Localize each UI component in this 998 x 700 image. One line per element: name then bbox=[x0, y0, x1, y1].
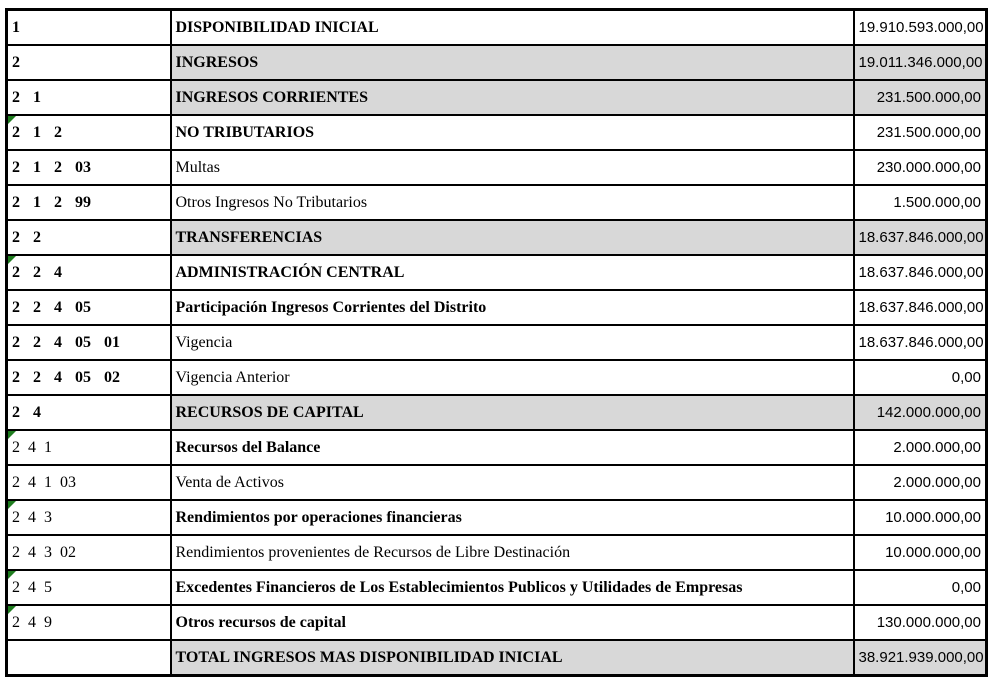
code-cell[interactable] bbox=[7, 465, 171, 500]
row-amount: 2.000.000,00 bbox=[893, 474, 981, 491]
description-cell[interactable] bbox=[171, 150, 854, 185]
description-cell[interactable] bbox=[171, 115, 854, 150]
table-row bbox=[7, 290, 987, 325]
amount-cell[interactable] bbox=[854, 10, 987, 46]
table-row bbox=[7, 500, 987, 535]
row-code: 2 4 1 bbox=[12, 438, 52, 456]
row-description: Participación Ingresos Corrientes del Distrito bbox=[175, 298, 487, 316]
table-row bbox=[7, 360, 987, 395]
code-cell[interactable] bbox=[7, 290, 171, 325]
row-amount: 230.000.000,00 bbox=[876, 159, 981, 176]
row-description: INGRESOS CORRIENTES bbox=[175, 88, 368, 106]
table-row bbox=[7, 10, 987, 46]
description-cell[interactable] bbox=[171, 535, 854, 570]
description-cell[interactable] bbox=[171, 605, 854, 640]
row-description: Excedentes Financieros de Los Establecimientos Publicos y Utilidades de Empresas bbox=[175, 578, 743, 596]
row-amount: 19.910.593.000,00 bbox=[858, 19, 984, 36]
amount-cell[interactable] bbox=[854, 605, 987, 640]
row-code: 2 1 2 03 bbox=[12, 158, 91, 176]
code-cell[interactable] bbox=[7, 80, 171, 115]
row-description: Rendimientos provenientes de Recursos de Libre Destinación bbox=[175, 543, 571, 561]
code-cell[interactable] bbox=[7, 10, 171, 46]
row-description: Otros Ingresos No Tributarios bbox=[175, 193, 368, 211]
table-row bbox=[7, 640, 987, 676]
row-amount: 0,00 bbox=[951, 579, 981, 596]
amount-cell[interactable] bbox=[854, 500, 987, 535]
row-amount: 18.637.846.000,00 bbox=[858, 299, 984, 316]
row-description: TOTAL INGRESOS MAS DISPONIBILIDAD INICIAL bbox=[175, 648, 563, 666]
code-cell[interactable] bbox=[7, 220, 171, 255]
table-row bbox=[7, 115, 987, 150]
row-amount: 130.000.000,00 bbox=[876, 614, 981, 631]
row-code: 2 1 bbox=[12, 88, 41, 106]
budget-table-body bbox=[7, 10, 987, 676]
code-cell[interactable] bbox=[7, 325, 171, 360]
amount-cell[interactable] bbox=[854, 430, 987, 465]
row-amount: 18.637.846.000,00 bbox=[858, 229, 984, 246]
row-amount: 142.000.000,00 bbox=[876, 404, 981, 421]
description-cell[interactable] bbox=[171, 570, 854, 605]
table-row bbox=[7, 605, 987, 640]
row-description: NO TRIBUTARIOS bbox=[175, 123, 315, 141]
row-description: TRANSFERENCIAS bbox=[175, 228, 323, 246]
amount-cell[interactable] bbox=[854, 150, 987, 185]
cell-error-indicator-icon bbox=[8, 606, 16, 614]
cell-error-indicator-icon bbox=[8, 501, 16, 509]
code-cell[interactable] bbox=[7, 640, 171, 676]
row-amount: 19.011.346.000,00 bbox=[858, 54, 983, 71]
row-amount: 38.921.939.000,00 bbox=[858, 649, 984, 666]
table-row bbox=[7, 185, 987, 220]
row-description: Otros recursos de capital bbox=[175, 613, 346, 631]
code-cell[interactable] bbox=[7, 605, 171, 640]
description-cell[interactable] bbox=[171, 80, 854, 115]
code-cell[interactable] bbox=[7, 45, 171, 80]
description-cell[interactable] bbox=[171, 255, 854, 290]
cell-error-indicator-icon bbox=[8, 116, 16, 124]
description-cell[interactable] bbox=[171, 395, 854, 430]
budget-table bbox=[5, 8, 988, 677]
amount-cell[interactable] bbox=[854, 360, 987, 395]
amount-cell[interactable] bbox=[854, 395, 987, 430]
amount-cell[interactable] bbox=[854, 570, 987, 605]
row-code: 2 1 2 bbox=[12, 123, 62, 141]
row-code: 2 bbox=[12, 53, 20, 71]
description-cell[interactable] bbox=[171, 360, 854, 395]
row-description: Recursos del Balance bbox=[175, 438, 321, 456]
amount-cell[interactable] bbox=[854, 220, 987, 255]
table-row bbox=[7, 395, 987, 430]
description-cell[interactable] bbox=[171, 290, 854, 325]
row-description: Multas bbox=[175, 158, 220, 176]
code-cell[interactable] bbox=[7, 360, 171, 395]
description-cell[interactable] bbox=[171, 640, 854, 676]
table-row bbox=[7, 45, 987, 80]
row-code: 2 2 4 bbox=[12, 263, 62, 281]
table-row bbox=[7, 150, 987, 185]
row-code: 2 4 5 bbox=[12, 578, 52, 596]
amount-cell[interactable] bbox=[854, 255, 987, 290]
code-cell[interactable] bbox=[7, 395, 171, 430]
row-code: 2 2 4 05 02 bbox=[12, 368, 120, 386]
row-amount: 1.500.000,00 bbox=[893, 194, 981, 211]
description-cell[interactable] bbox=[171, 325, 854, 360]
amount-cell[interactable] bbox=[854, 45, 987, 80]
row-amount: 10.000.000,00 bbox=[885, 509, 981, 526]
amount-cell[interactable] bbox=[854, 325, 987, 360]
description-cell[interactable] bbox=[171, 45, 854, 80]
row-code: 2 4 9 bbox=[12, 613, 52, 631]
table-row bbox=[7, 570, 987, 605]
description-cell[interactable] bbox=[171, 465, 854, 500]
cell-error-indicator-icon bbox=[8, 256, 16, 264]
amount-cell[interactable] bbox=[854, 640, 987, 676]
description-cell[interactable] bbox=[171, 220, 854, 255]
row-amount: 231.500.000,00 bbox=[876, 124, 981, 141]
code-cell[interactable] bbox=[7, 150, 171, 185]
row-code: 2 1 2 99 bbox=[12, 193, 91, 211]
code-cell[interactable] bbox=[7, 185, 171, 220]
amount-cell[interactable] bbox=[854, 535, 987, 570]
row-code: 2 2 4 05 01 bbox=[12, 333, 120, 351]
cell-error-indicator-icon bbox=[8, 431, 16, 439]
row-description: Vigencia Anterior bbox=[175, 368, 290, 386]
code-cell[interactable] bbox=[7, 255, 171, 290]
table-row bbox=[7, 220, 987, 255]
code-cell[interactable] bbox=[7, 500, 171, 535]
code-cell[interactable] bbox=[7, 115, 171, 150]
row-amount: 231.500.000,00 bbox=[876, 89, 981, 106]
row-description: Venta de Activos bbox=[175, 473, 284, 491]
code-cell[interactable] bbox=[7, 535, 171, 570]
amount-cell[interactable] bbox=[854, 465, 987, 500]
amount-cell[interactable] bbox=[854, 185, 987, 220]
row-description: RECURSOS DE CAPITAL bbox=[175, 403, 364, 421]
description-cell[interactable] bbox=[171, 500, 854, 535]
row-amount: 18.637.846.000,00 bbox=[858, 334, 984, 351]
description-cell[interactable] bbox=[171, 185, 854, 220]
description-cell[interactable] bbox=[171, 10, 854, 46]
table-row bbox=[7, 80, 987, 115]
table-row bbox=[7, 535, 987, 570]
row-description: DISPONIBILIDAD INICIAL bbox=[175, 18, 379, 36]
row-code: 2 4 3 02 bbox=[12, 543, 76, 561]
amount-cell[interactable] bbox=[854, 290, 987, 325]
row-code: 2 4 3 bbox=[12, 508, 52, 526]
table-row bbox=[7, 465, 987, 500]
row-description: INGRESOS bbox=[175, 53, 259, 71]
table-row bbox=[7, 255, 987, 290]
code-cell[interactable] bbox=[7, 430, 171, 465]
row-amount: 18.637.846.000,00 bbox=[858, 264, 984, 281]
row-amount: 2.000.000,00 bbox=[893, 439, 981, 456]
table-row bbox=[7, 325, 987, 360]
row-code: 2 4 bbox=[12, 403, 41, 421]
amount-cell[interactable] bbox=[854, 115, 987, 150]
description-cell[interactable] bbox=[171, 430, 854, 465]
code-cell[interactable] bbox=[7, 570, 171, 605]
row-code: 2 4 1 03 bbox=[12, 473, 76, 491]
budget-table-container bbox=[5, 8, 988, 677]
row-description: ADMINISTRACIÓN CENTRAL bbox=[175, 263, 405, 281]
row-code: 1 bbox=[12, 18, 20, 36]
amount-cell[interactable] bbox=[854, 80, 987, 115]
row-amount: 10.000.000,00 bbox=[885, 544, 981, 561]
row-description: Rendimientos por operaciones financieras bbox=[175, 508, 462, 526]
row-code: 2 2 4 05 bbox=[12, 298, 91, 316]
cell-error-indicator-icon bbox=[8, 571, 16, 579]
row-amount: 0,00 bbox=[951, 369, 981, 386]
table-row bbox=[7, 430, 987, 465]
row-code: 2 2 bbox=[12, 228, 41, 246]
row-description: Vigencia bbox=[175, 333, 233, 351]
